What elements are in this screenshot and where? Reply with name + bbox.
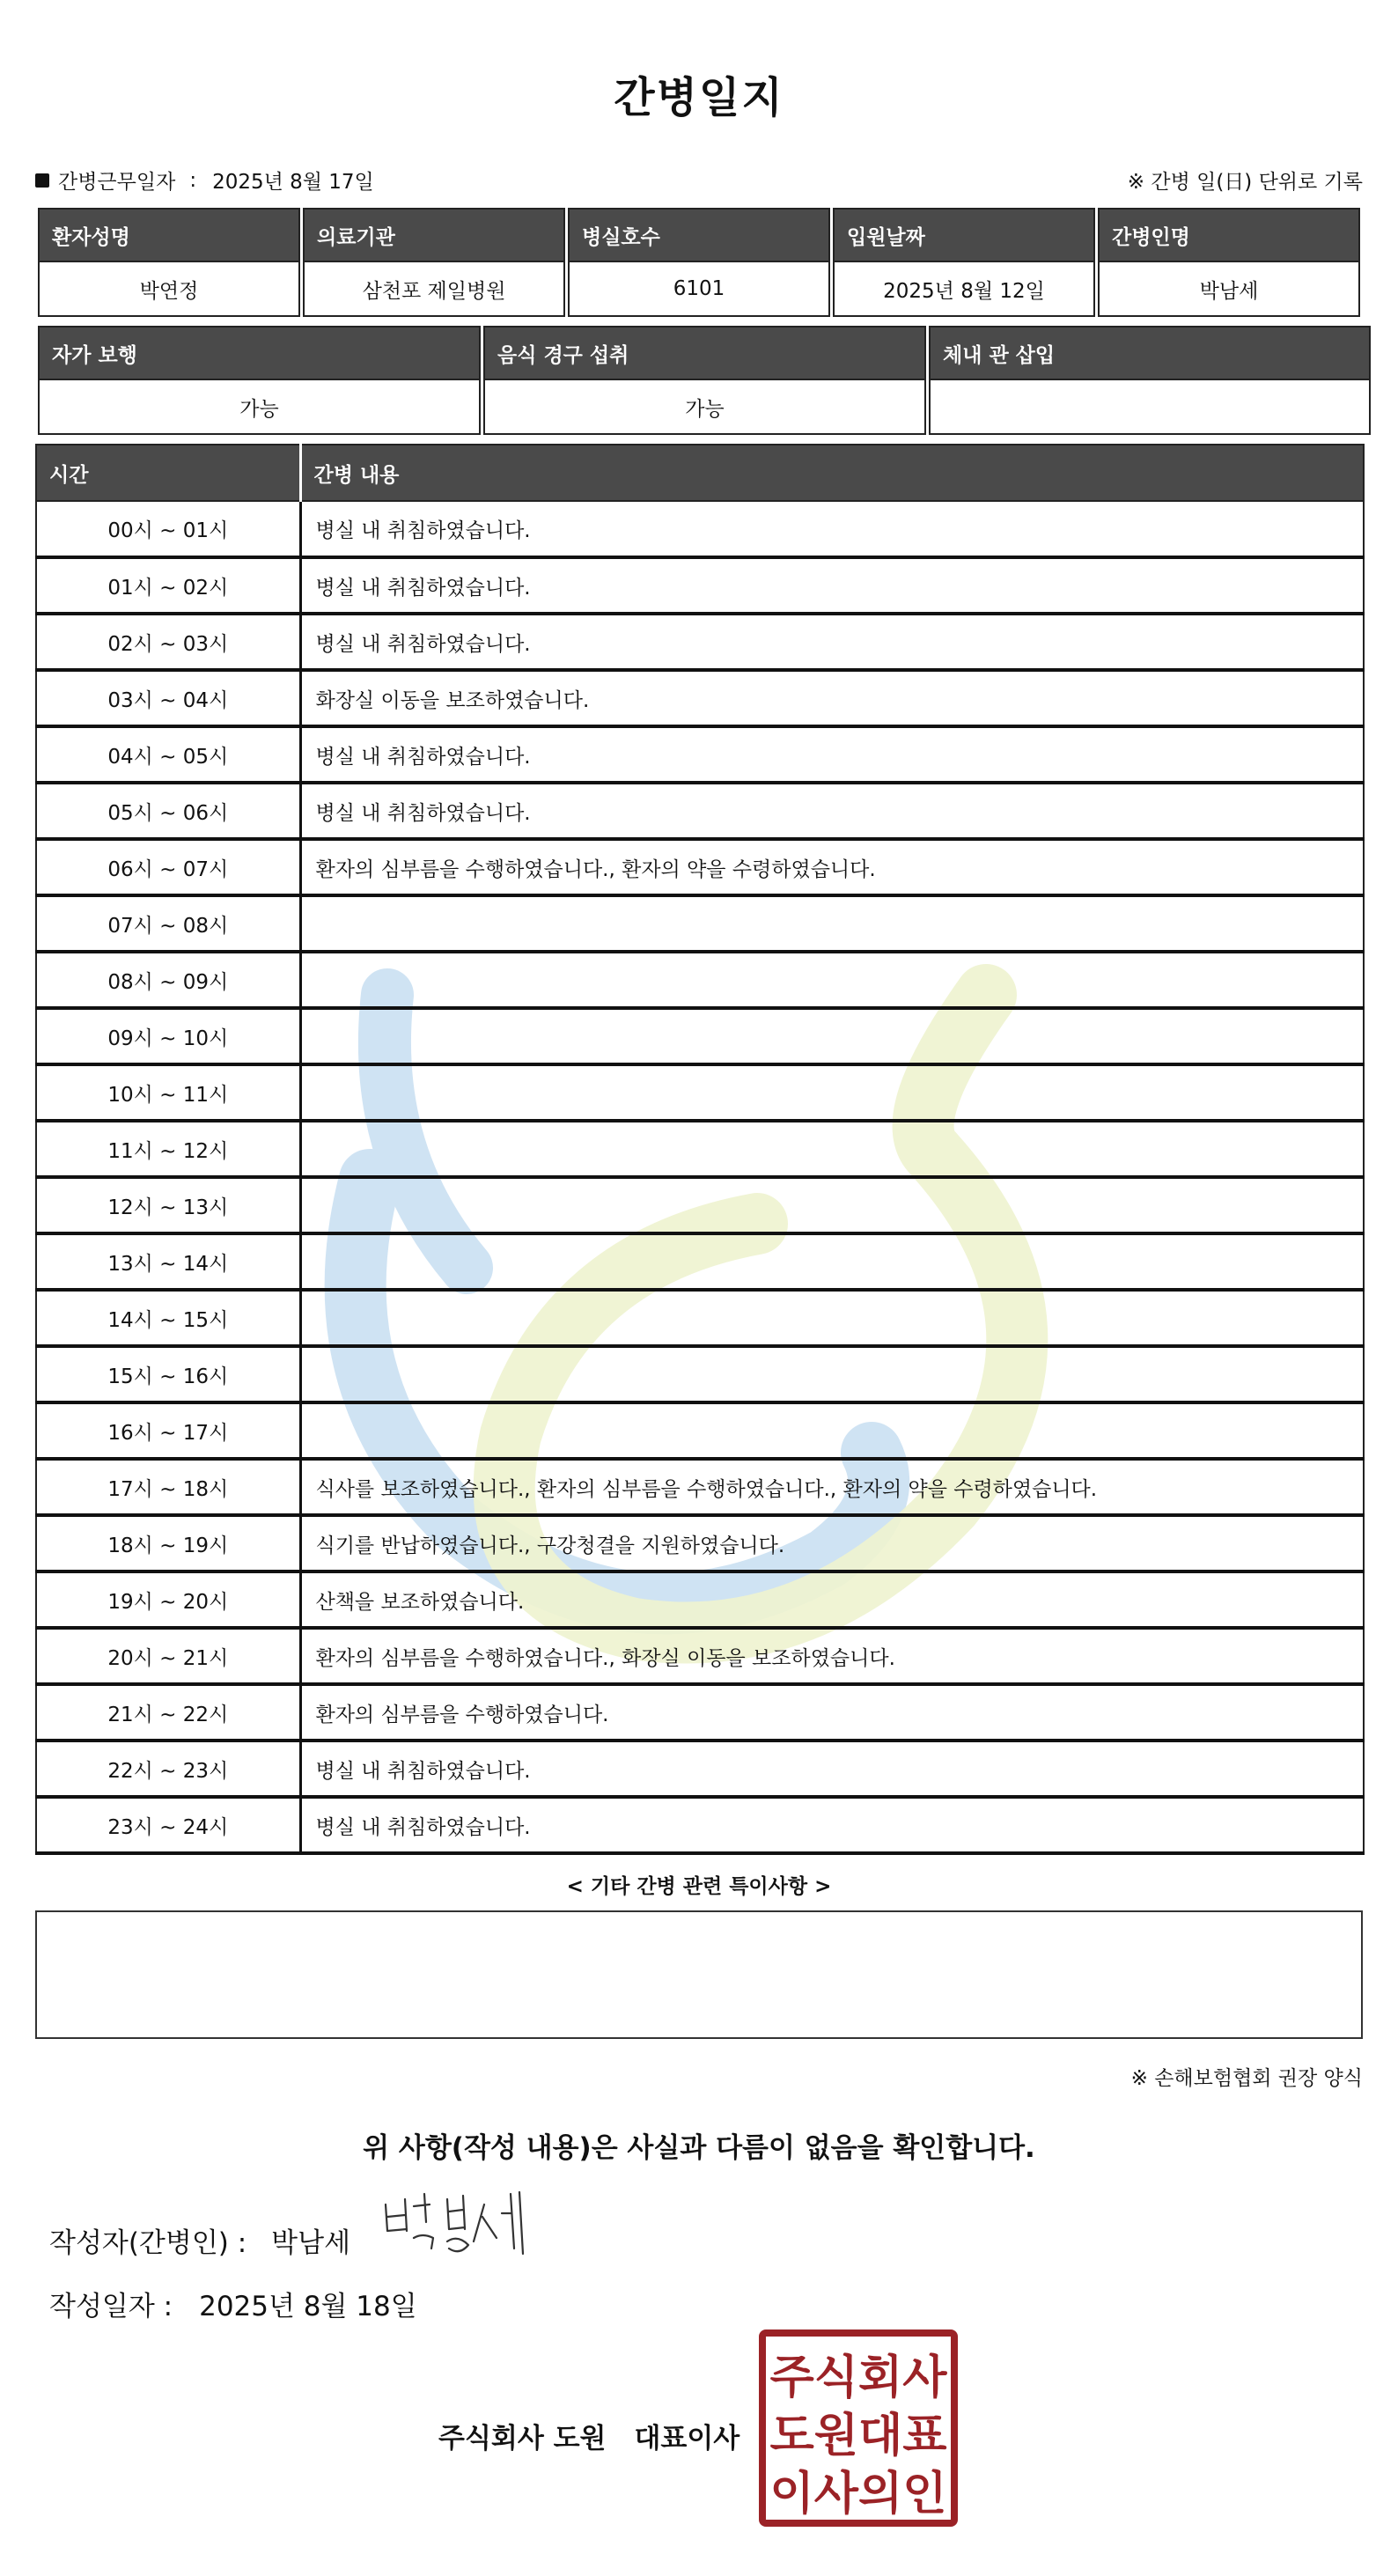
log-content bbox=[300, 1290, 1364, 1346]
header-oral-intake: 음식 경구 섭취 bbox=[483, 326, 926, 380]
log-content: 환자의 심부름을 수행하였습니다., 환자의 약을 수령하였습니다. bbox=[300, 839, 1364, 895]
log-time: 15시 ~ 16시 bbox=[36, 1346, 300, 1402]
log-content bbox=[300, 1346, 1364, 1402]
log-content: 환자의 심부름을 수행하였습니다., 화장실 이동을 보조하였습니다. bbox=[300, 1628, 1364, 1684]
header-patient-name: 환자성명 bbox=[38, 208, 300, 262]
table-row bbox=[36, 1515, 1364, 1571]
header-admission-date: 입원날짜 bbox=[833, 208, 1095, 262]
header-care-content: 간병 내용 bbox=[300, 445, 1364, 501]
header-room-number: 병실호수 bbox=[568, 208, 830, 262]
log-time: 22시 ~ 23시 bbox=[36, 1741, 300, 1797]
log-content bbox=[300, 1064, 1364, 1121]
log-time: 23시 ~ 24시 bbox=[36, 1797, 300, 1853]
log-content bbox=[300, 1008, 1364, 1064]
log-time: 06시 ~ 07시 bbox=[36, 839, 300, 895]
patient-status-table bbox=[35, 326, 1373, 435]
table-row bbox=[36, 1177, 1364, 1233]
header-self-walking: 자가 보행 bbox=[38, 326, 481, 380]
log-content bbox=[300, 1233, 1364, 1290]
table-row bbox=[36, 1402, 1364, 1459]
unit-note: ※ 간병 일(日) 단위로 기록 bbox=[1127, 171, 1363, 194]
log-content: 환자의 심부름을 수행하였습니다. bbox=[300, 1684, 1364, 1741]
log-content: 병실 내 취침하였습니다. bbox=[300, 614, 1364, 670]
page-title: 간병일지 bbox=[614, 73, 784, 122]
work-date-value: 2025년 8월 17일 bbox=[212, 171, 374, 194]
log-content bbox=[300, 1121, 1364, 1177]
log-content bbox=[300, 952, 1364, 1008]
hospital-name: 삼천포 제일병원 bbox=[303, 262, 565, 317]
table-row bbox=[36, 614, 1364, 670]
work-date-label: 간병근무일자 bbox=[58, 171, 176, 194]
writer-line bbox=[49, 2220, 350, 2260]
written-date-value: 2025년 8월 18일 bbox=[199, 2291, 417, 2322]
table-row bbox=[36, 839, 1364, 895]
table-row bbox=[36, 1684, 1364, 1741]
log-time: 17시 ~ 18시 bbox=[36, 1459, 300, 1515]
table-row bbox=[36, 1233, 1364, 1290]
log-time: 19시 ~ 20시 bbox=[36, 1571, 300, 1628]
table-row bbox=[36, 1797, 1364, 1853]
log-content: 병실 내 취침하였습니다. bbox=[300, 1797, 1364, 1853]
log-content: 식기를 반납하였습니다., 구강청결을 지원하였습니다. bbox=[300, 1515, 1364, 1571]
log-content: 병실 내 취침하였습니다. bbox=[300, 783, 1364, 839]
header-caregiver-name: 간병인명 bbox=[1098, 208, 1360, 262]
log-time: 14시 ~ 15시 bbox=[36, 1290, 300, 1346]
care-log-table bbox=[35, 444, 1365, 1855]
log-time: 13시 ~ 14시 bbox=[36, 1233, 300, 1290]
log-content bbox=[300, 1402, 1364, 1459]
log-time: 11시 ~ 12시 bbox=[36, 1121, 300, 1177]
log-content bbox=[300, 895, 1364, 952]
log-time: 09시 ~ 10시 bbox=[36, 1008, 300, 1064]
table-row bbox=[36, 726, 1364, 783]
table-row bbox=[36, 501, 1364, 557]
caregiver-name: 박남세 bbox=[1098, 262, 1360, 317]
table-row bbox=[36, 1628, 1364, 1684]
table-row bbox=[36, 895, 1364, 952]
table-row bbox=[36, 783, 1364, 839]
table-row bbox=[36, 1121, 1364, 1177]
patient-name: 박연정 bbox=[38, 262, 300, 317]
log-content: 화장실 이동을 보조하였습니다. bbox=[300, 670, 1364, 726]
company-line bbox=[438, 2416, 739, 2455]
header-tube-insertion: 체내 관 삽입 bbox=[929, 326, 1371, 380]
log-content: 병실 내 취침하였습니다. bbox=[300, 726, 1364, 783]
header-time: 시간 bbox=[36, 445, 300, 501]
self-walking-value: 가능 bbox=[38, 380, 481, 435]
log-content: 식사를 보조하였습니다., 환자의 심부름을 수행하였습니다., 환자의 약을 수령하였습니다. bbox=[300, 1459, 1364, 1515]
log-time: 21시 ~ 22시 bbox=[36, 1684, 300, 1741]
log-time: 08시 ~ 09시 bbox=[36, 952, 300, 1008]
log-time: 04시 ~ 05시 bbox=[36, 726, 300, 783]
company-seal-stamp bbox=[759, 2329, 958, 2527]
header-hospital: 의료기관 bbox=[303, 208, 565, 262]
company-ceo-title: 대표이사 bbox=[634, 2423, 740, 2455]
table-row bbox=[36, 1741, 1364, 1797]
log-time: 12시 ~ 13시 bbox=[36, 1177, 300, 1233]
log-time: 02시 ~ 03시 bbox=[36, 614, 300, 670]
log-content: 병실 내 취침하였습니다. bbox=[300, 501, 1364, 557]
log-time: 05시 ~ 06시 bbox=[36, 783, 300, 839]
work-date-separator: : bbox=[189, 168, 197, 192]
log-content: 병실 내 취침하였습니다. bbox=[300, 557, 1364, 614]
remarks-box bbox=[35, 1910, 1363, 2039]
seal-line-3: 이사의인 bbox=[769, 2468, 947, 2521]
bullet-square-icon bbox=[35, 173, 49, 188]
written-date-label: 작성일자 : bbox=[49, 2291, 173, 2322]
log-time: 16시 ~ 17시 bbox=[36, 1402, 300, 1459]
log-time: 01시 ~ 02시 bbox=[36, 557, 300, 614]
log-content: 병실 내 취침하였습니다. bbox=[300, 1741, 1364, 1797]
confirmation-statement: 위 사항(작성 내용)은 사실과 다름이 없음을 확인합니다. bbox=[363, 2132, 1035, 2164]
table-row bbox=[36, 1571, 1364, 1628]
log-time: 20시 ~ 21시 bbox=[36, 1628, 300, 1684]
log-content bbox=[300, 1177, 1364, 1233]
company-name: 주식회사 도원 bbox=[438, 2423, 607, 2455]
room-number: 6101 bbox=[568, 262, 830, 317]
form-footnote: ※ 손해보험협회 권장 양식 bbox=[1130, 2067, 1363, 2090]
table-row bbox=[36, 1064, 1364, 1121]
table-row bbox=[36, 1459, 1364, 1515]
oral-intake-value: 가능 bbox=[483, 380, 926, 435]
remarks-title: < 기타 간병 관련 특이사항 > bbox=[566, 1875, 832, 1898]
log-time: 00시 ~ 01시 bbox=[36, 501, 300, 557]
table-row bbox=[36, 1290, 1364, 1346]
writer-name: 박남세 bbox=[271, 2227, 351, 2259]
seal-line-2: 도원대표 bbox=[769, 2410, 947, 2462]
patient-info-table bbox=[35, 208, 1363, 317]
log-time: 07시 ~ 08시 bbox=[36, 895, 300, 952]
log-time: 18시 ~ 19시 bbox=[36, 1515, 300, 1571]
log-time: 10시 ~ 11시 bbox=[36, 1064, 300, 1121]
log-content: 산책을 보조하였습니다. bbox=[300, 1571, 1364, 1628]
writer-label: 작성자(간병인) : bbox=[49, 2227, 247, 2259]
written-date-line bbox=[49, 2284, 417, 2323]
table-row bbox=[36, 952, 1364, 1008]
table-row bbox=[36, 557, 1364, 614]
seal-line-1: 주식회사 bbox=[769, 2352, 947, 2404]
table-row bbox=[36, 1346, 1364, 1402]
table-row bbox=[36, 670, 1364, 726]
table-row bbox=[36, 1008, 1364, 1064]
log-time: 03시 ~ 04시 bbox=[36, 670, 300, 726]
admission-date: 2025년 8월 12일 bbox=[833, 262, 1095, 317]
handwritten-signature bbox=[379, 2187, 537, 2266]
work-date-line bbox=[35, 166, 374, 195]
tube-insertion-value bbox=[929, 380, 1371, 435]
